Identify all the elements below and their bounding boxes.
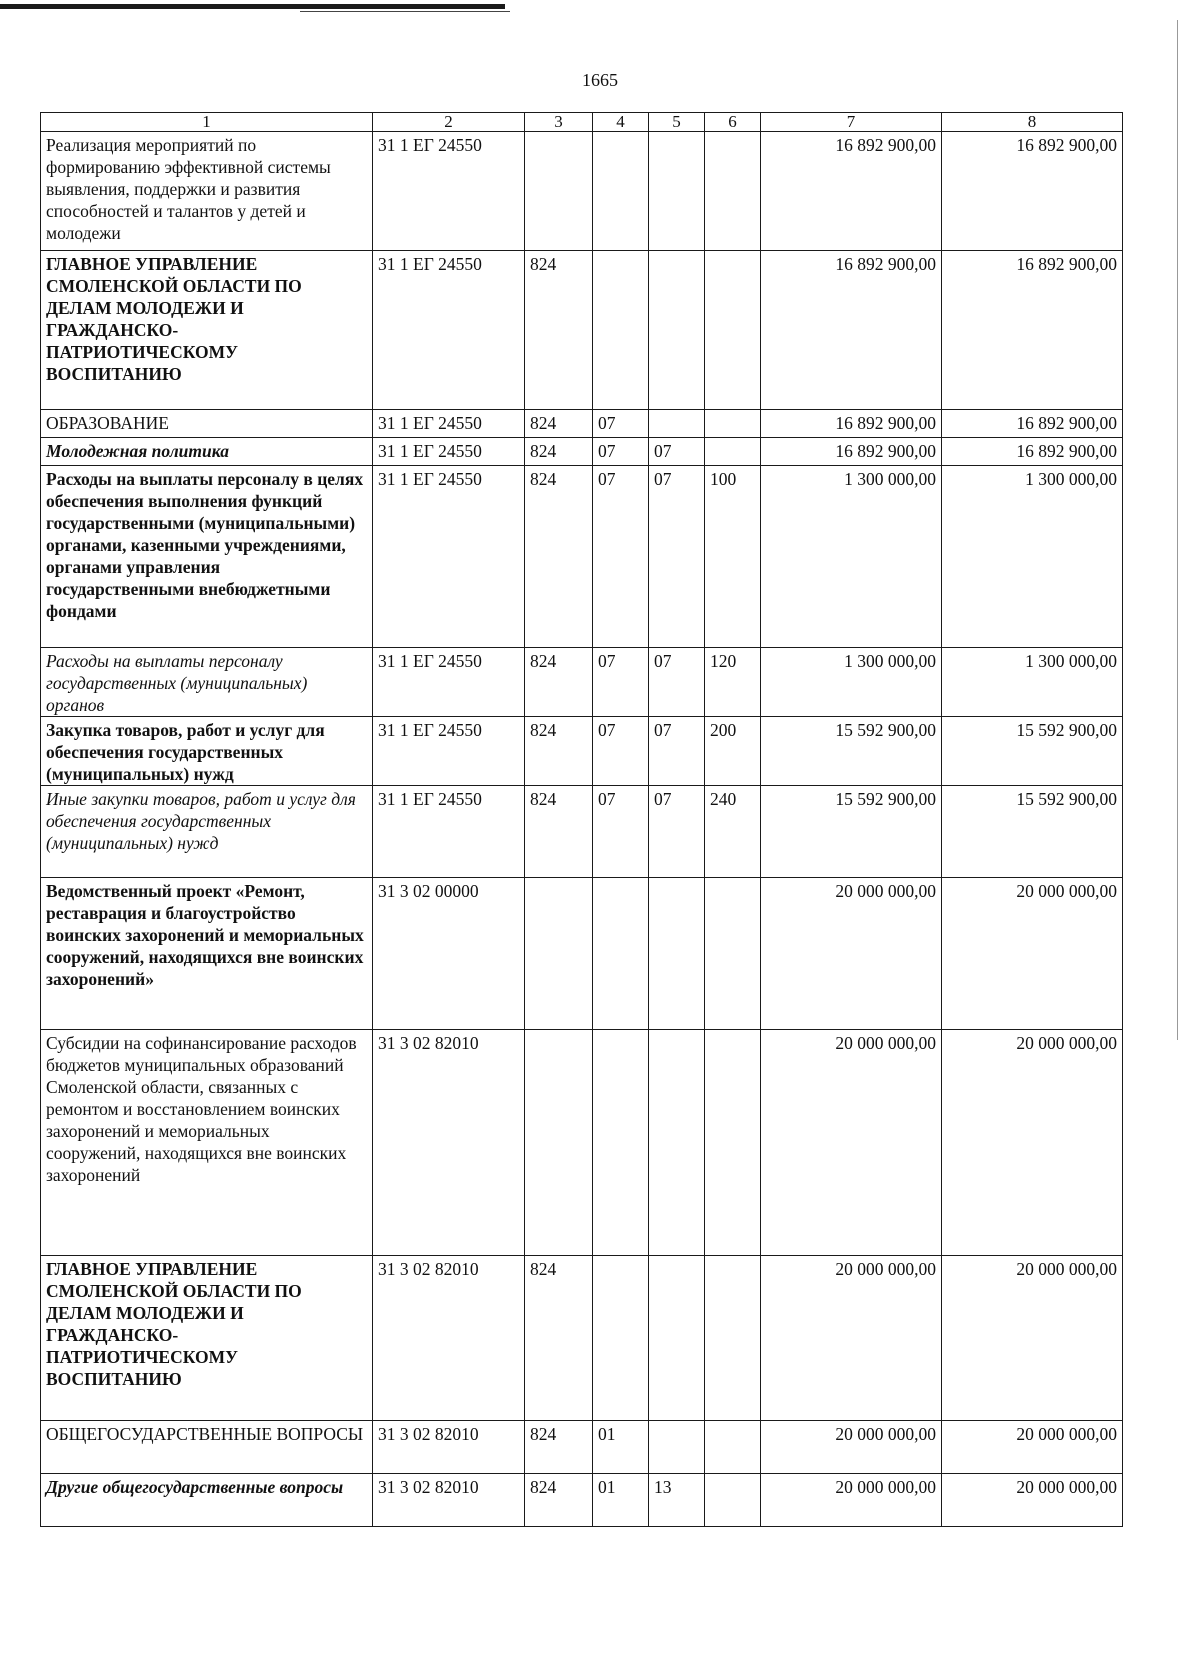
row-name: Закупка товаров, работ и услуг для обеспечения государственных (муниципальных) нужд <box>41 717 373 786</box>
row-name: Расходы на выплаты персоналу государственных (муниципальных) органов <box>41 648 373 717</box>
amount-col8: 20 000 000,00 <box>942 1474 1123 1527</box>
subsection-code <box>649 878 705 1030</box>
table-row <box>41 251 1123 410</box>
table-row <box>41 438 1123 466</box>
target-article-code: 31 1 ЕГ 24550 <box>373 466 525 648</box>
table-row <box>41 1030 1123 1256</box>
subsection-code: 07 <box>649 786 705 878</box>
page-number: 1665 <box>582 70 618 90</box>
row-name: Расходы на выплаты персоналу в целях обеспечения выполнения функций государственными (муниципальными) органами, казенными учреждениями, органами управления государственными внебюджетными фондами <box>41 466 373 648</box>
header-cell: 7 <box>761 113 942 132</box>
amount-col8: 1 300 000,00 <box>942 648 1123 717</box>
amount-col8: 16 892 900,00 <box>942 410 1123 438</box>
section-code <box>593 132 649 251</box>
subsection-code: 07 <box>649 466 705 648</box>
table-row <box>41 648 1123 717</box>
header-cell: 4 <box>593 113 649 132</box>
subsection-code: 07 <box>649 648 705 717</box>
ministry-code: 824 <box>525 251 593 410</box>
ministry-code: 824 <box>525 1256 593 1421</box>
section-code: 07 <box>593 648 649 717</box>
target-article-code: 31 1 ЕГ 24550 <box>373 438 525 466</box>
amount-col7: 15 592 900,00 <box>761 717 942 786</box>
subsection-code: 07 <box>649 717 705 786</box>
table-header-row <box>41 113 1123 132</box>
table-row <box>41 786 1123 878</box>
subsection-code <box>649 132 705 251</box>
header-cell: 8 <box>942 113 1123 132</box>
target-article-code: 31 3 02 82010 <box>373 1474 525 1527</box>
amount-col7: 16 892 900,00 <box>761 132 942 251</box>
table-row <box>41 878 1123 1030</box>
target-article-code: 31 1 ЕГ 24550 <box>373 786 525 878</box>
ministry-code: 824 <box>525 717 593 786</box>
subsection-code <box>649 251 705 410</box>
ministry-code: 824 <box>525 1474 593 1527</box>
header-cell: 1 <box>41 113 373 132</box>
section-code <box>593 1030 649 1256</box>
expense-type-code <box>705 132 761 251</box>
row-name: Субсидии на софинансирование расходов бюджетов муниципальных образований Смоленской области, связанных с ремонтом и восстановлением воинских захоронений и мемориальных сооружений, находящихся вне воинских захоронений <box>41 1030 373 1256</box>
section-code <box>593 1256 649 1421</box>
ministry-code: 824 <box>525 410 593 438</box>
section-code: 01 <box>593 1474 649 1527</box>
header-cell: 6 <box>705 113 761 132</box>
section-code: 07 <box>593 786 649 878</box>
amount-col7: 20 000 000,00 <box>761 1421 942 1474</box>
ministry-code: 824 <box>525 438 593 466</box>
expense-type-code: 200 <box>705 717 761 786</box>
subsection-code: 13 <box>649 1474 705 1527</box>
target-article-code: 31 3 02 82010 <box>373 1421 525 1474</box>
row-name: Молодежная политика <box>41 438 373 466</box>
target-article-code: 31 1 ЕГ 24550 <box>373 132 525 251</box>
expense-type-code: 240 <box>705 786 761 878</box>
row-name: ГЛАВНОЕ УПРАВЛЕНИЕ СМОЛЕНСКОЙ ОБЛАСТИ ПО ДЕЛАМ МОЛОДЕЖИ И ГРАЖДАНСКО-ПАТРИОТИЧЕСКОМУ ВОСПИТАНИЮ <box>41 1256 373 1421</box>
amount-col8: 15 592 900,00 <box>942 717 1123 786</box>
subsection-code <box>649 410 705 438</box>
table-row <box>41 1256 1123 1421</box>
target-article-code: 31 3 02 00000 <box>373 878 525 1030</box>
target-article-code: 31 3 02 82010 <box>373 1256 525 1421</box>
expense-type-code <box>705 878 761 1030</box>
amount-col8: 16 892 900,00 <box>942 132 1123 251</box>
target-article-code: 31 3 02 82010 <box>373 1030 525 1256</box>
amount-col8: 20 000 000,00 <box>942 1030 1123 1256</box>
target-article-code: 31 1 ЕГ 24550 <box>373 251 525 410</box>
row-name: Иные закупки товаров, работ и услуг для обеспечения государственных (муниципальных) нужд <box>41 786 373 878</box>
amount-col7: 15 592 900,00 <box>761 786 942 878</box>
section-code: 07 <box>593 410 649 438</box>
amount-col8: 1 300 000,00 <box>942 466 1123 648</box>
ministry-code: 824 <box>525 1421 593 1474</box>
budget-table <box>40 112 1123 1527</box>
table-row <box>41 1421 1123 1474</box>
top-border-rule <box>0 4 505 9</box>
target-article-code: 31 1 ЕГ 24550 <box>373 717 525 786</box>
row-name: ОБРАЗОВАНИЕ <box>41 410 373 438</box>
amount-col8: 20 000 000,00 <box>942 1421 1123 1474</box>
ministry-code: 824 <box>525 648 593 717</box>
expense-type-code: 120 <box>705 648 761 717</box>
expense-type-code <box>705 1474 761 1527</box>
amount-col8: 20 000 000,00 <box>942 878 1123 1030</box>
ministry-code: 824 <box>525 786 593 878</box>
expense-type-code <box>705 1030 761 1256</box>
table-row <box>41 132 1123 251</box>
subsection-code <box>649 1421 705 1474</box>
amount-col7: 16 892 900,00 <box>761 410 942 438</box>
section-code: 01 <box>593 1421 649 1474</box>
section-code <box>593 251 649 410</box>
row-name: Другие общегосударственные вопросы <box>41 1474 373 1527</box>
table-row <box>41 466 1123 648</box>
header-cell: 3 <box>525 113 593 132</box>
amount-col7: 1 300 000,00 <box>761 466 942 648</box>
page-edge-line <box>1177 20 1178 1040</box>
expense-type-code <box>705 251 761 410</box>
amount-col7: 16 892 900,00 <box>761 251 942 410</box>
row-name: ОБЩЕГОСУДАРСТВЕННЫЕ ВОПРОСЫ <box>41 1421 373 1474</box>
target-article-code: 31 1 ЕГ 24550 <box>373 410 525 438</box>
section-code: 07 <box>593 438 649 466</box>
expense-type-code <box>705 1256 761 1421</box>
header-cell: 5 <box>649 113 705 132</box>
section-code: 07 <box>593 466 649 648</box>
ministry-code <box>525 878 593 1030</box>
amount-col8: 16 892 900,00 <box>942 251 1123 410</box>
expense-type-code: 100 <box>705 466 761 648</box>
amount-col7: 16 892 900,00 <box>761 438 942 466</box>
amount-col7: 1 300 000,00 <box>761 648 942 717</box>
table-row <box>41 1474 1123 1527</box>
subsection-code <box>649 1030 705 1256</box>
table-row <box>41 717 1123 786</box>
top-thin-rule <box>300 11 510 12</box>
amount-col7: 20 000 000,00 <box>761 1474 942 1527</box>
table-row <box>41 410 1123 438</box>
ministry-code <box>525 1030 593 1256</box>
ministry-code <box>525 132 593 251</box>
ministry-code: 824 <box>525 466 593 648</box>
section-code: 07 <box>593 717 649 786</box>
section-code <box>593 878 649 1030</box>
row-name: Ведомственный проект «Ремонт, реставрация и благоустройство воинских захоронений и мемориальных сооружений, находящихся вне воинских захоронений» <box>41 878 373 1030</box>
row-name: ГЛАВНОЕ УПРАВЛЕНИЕ СМОЛЕНСКОЙ ОБЛАСТИ ПО ДЕЛАМ МОЛОДЕЖИ И ГРАЖДАНСКО-ПАТРИОТИЧЕСКОМУ ВОСПИТАНИЮ <box>41 251 373 410</box>
header-cell: 2 <box>373 113 525 132</box>
subsection-code: 07 <box>649 438 705 466</box>
amount-col8: 15 592 900,00 <box>942 786 1123 878</box>
target-article-code: 31 1 ЕГ 24550 <box>373 648 525 717</box>
row-name: Реализация мероприятий по формированию эффективной системы выявления, поддержки и развития способностей и талантов у детей и молодежи <box>41 132 373 251</box>
expense-type-code <box>705 1421 761 1474</box>
amount-col8: 20 000 000,00 <box>942 1256 1123 1421</box>
subsection-code <box>649 1256 705 1421</box>
expense-type-code <box>705 438 761 466</box>
amount-col8: 16 892 900,00 <box>942 438 1123 466</box>
amount-col7: 20 000 000,00 <box>761 1256 942 1421</box>
expense-type-code <box>705 410 761 438</box>
amount-col7: 20 000 000,00 <box>761 878 942 1030</box>
amount-col7: 20 000 000,00 <box>761 1030 942 1256</box>
